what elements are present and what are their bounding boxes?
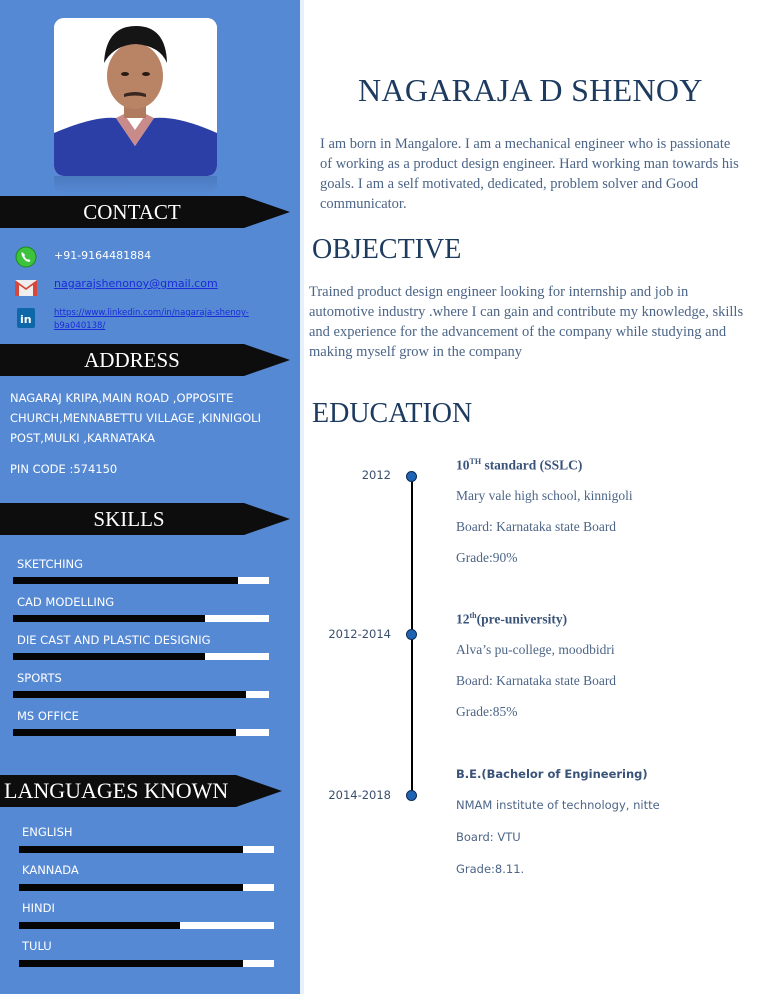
skill-level-fill	[13, 691, 246, 698]
skill-level-bar	[13, 691, 269, 698]
sidebar-edge-strip	[300, 0, 304, 994]
phone-number: +91-9164481884	[54, 249, 152, 262]
skill-label: SKETCHING	[17, 557, 84, 571]
phone-icon	[14, 246, 38, 268]
timeline-year: 2012-2014	[328, 627, 391, 641]
language-level-bar	[19, 846, 274, 853]
education-heading: EDUCATION	[312, 398, 473, 429]
timeline-year: 2014-2018	[328, 788, 391, 802]
linkedin-icon	[14, 307, 38, 329]
education-title: 10TH standard (SSLC)	[456, 457, 583, 473]
intro-paragraph: I am born in Mangalore. I am a mechanical engineer who is passionate of working as a product design engineer. Hard working man towards his goals. I am a self motivated, dedicated, problem solver and Good communicator.	[320, 136, 739, 212]
person-portrait-icon	[54, 18, 217, 176]
photo-reflection	[54, 176, 217, 194]
contact-email	[14, 277, 218, 299]
contact-phone	[14, 246, 151, 268]
education-board: Board: VTU	[456, 830, 521, 844]
language-level-bar	[19, 960, 274, 967]
skill-label: DIE CAST AND PLASTIC DESIGNIG	[17, 633, 211, 647]
skill-label: CAD MODELLING	[17, 595, 115, 609]
contact-linkedin	[14, 307, 254, 333]
languages-banner	[0, 775, 236, 807]
address-heading: ADDRESS	[84, 348, 180, 372]
contact-heading: CONTACT	[83, 200, 181, 224]
skill-level-fill	[13, 577, 238, 584]
timeline-dot	[406, 471, 417, 482]
language-label: HINDI	[22, 901, 55, 915]
education-school: NMAM institute of technology, nitte	[456, 798, 660, 812]
skill-level-fill	[13, 729, 236, 736]
profile-photo	[54, 18, 217, 176]
timeline-dot	[406, 629, 417, 640]
education-grade: Grade:90%	[456, 550, 518, 565]
objective-heading: OBJECTIVE	[312, 234, 462, 265]
skill-level-bar	[13, 729, 269, 736]
language-label: ENGLISH	[22, 825, 73, 839]
gmail-icon	[14, 277, 38, 299]
contact-banner	[0, 196, 244, 228]
skill-level-bar	[13, 615, 269, 622]
timeline-year: 2012	[361, 468, 391, 482]
candidate-name: NAGARAJA D SHENOY	[358, 72, 703, 108]
email-link[interactable]: nagarajshenonoy@gmail.com	[54, 277, 218, 290]
svg-text:in: in	[20, 313, 32, 326]
education-title: 12th(pre-university)	[456, 611, 568, 627]
skill-label: MS OFFICE	[17, 709, 79, 723]
education-grade: Grade:8.11.	[456, 862, 525, 876]
language-level-fill	[19, 884, 243, 891]
linkedin-link[interactable]: https://www.linkedin.com/in/nagaraja-shenoy-b9a040138/	[54, 308, 249, 331]
timeline-dot	[406, 790, 417, 801]
education-school: Mary vale high school, kinnigoli	[456, 488, 633, 503]
skill-level-bar	[13, 653, 269, 660]
skills-banner	[0, 503, 244, 535]
address-banner	[0, 344, 244, 376]
address-text: NAGARAJ KRIPA,MAIN ROAD ,OPPOSITE CHURCH,MENNABETTU VILLAGE ,KINNIGOLI POST,MULKI ,KARNATAKA	[10, 391, 261, 445]
language-level-fill	[19, 960, 243, 967]
education-title: B.E.(Bachelor of Engineering)	[456, 767, 648, 781]
language-label: KANNADA	[22, 863, 79, 877]
education-board: Board: Karnataka state Board	[456, 519, 617, 534]
education-entry	[456, 611, 756, 735]
language-level-fill	[19, 846, 243, 853]
pin-code: PIN CODE :574150	[10, 462, 118, 476]
skills-heading: SKILLS	[93, 507, 165, 531]
objective-text: Trained product design engineer looking for internship and job in automotive industry .where I can gain and contribute my knowledge, skills and experience for the advancement of the company while studying and making myself grow in the company	[309, 284, 744, 360]
skill-level-fill	[13, 615, 205, 622]
language-level-fill	[19, 922, 180, 929]
language-level-bar	[19, 884, 274, 891]
language-label: TULU	[22, 939, 52, 953]
language-level-bar	[19, 922, 274, 929]
skill-level-bar	[13, 577, 269, 584]
education-school: Alva’s pu-college, moodbidri	[456, 642, 615, 657]
education-entry	[456, 457, 756, 581]
education-entry	[456, 767, 756, 894]
skill-label: SPORTS	[17, 671, 62, 685]
education-grade: Grade:85%	[456, 704, 518, 719]
education-board: Board: Karnataka state Board	[456, 673, 617, 688]
skill-level-fill	[13, 653, 205, 660]
languages-heading: LANGUAGES KNOWN	[4, 778, 229, 803]
